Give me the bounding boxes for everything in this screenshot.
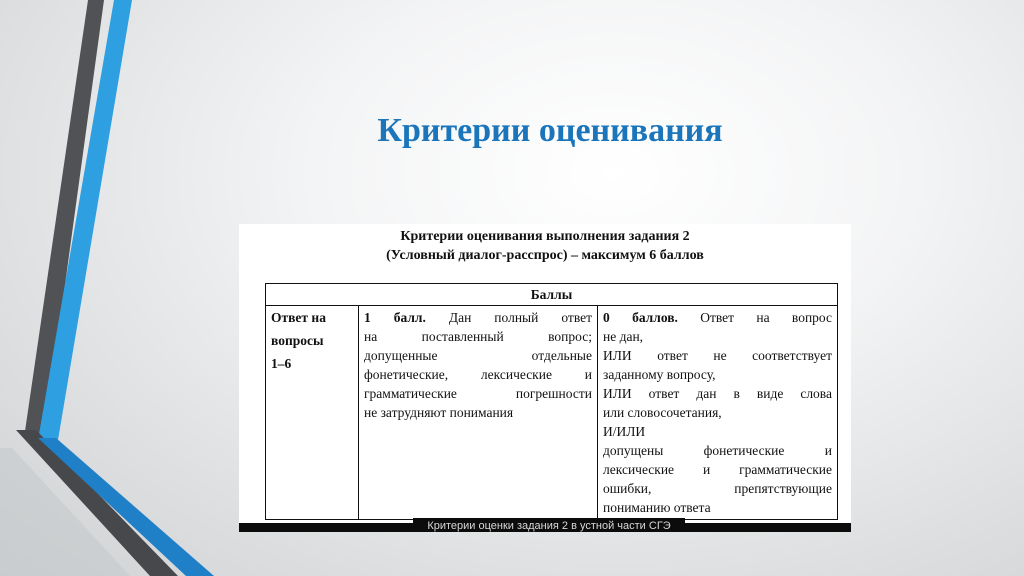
row-label-line: вопросы bbox=[271, 333, 324, 348]
zero-points-line: ИЛИ ответ не соответствует bbox=[603, 348, 832, 363]
row-label-line: Ответ на bbox=[271, 310, 326, 325]
zero-points-text: Ответ на вопрос bbox=[700, 310, 832, 325]
zero-points-line: допущены фонетические и bbox=[603, 443, 832, 458]
zero-points-line: не дан, bbox=[603, 329, 644, 344]
row-label-cell bbox=[266, 306, 359, 520]
slide-title: Критерии оценивания bbox=[377, 112, 723, 149]
zero-points-line: ошибки, препятствующие bbox=[603, 481, 832, 496]
zero-points-line: или словосочетания, bbox=[603, 405, 722, 420]
table-row bbox=[266, 306, 838, 520]
zero-points-line: ИЛИ ответ дан в виде слова bbox=[603, 386, 832, 401]
document-heading-line1: Критерии оценивания выполнения задания 2 bbox=[400, 229, 690, 244]
document-caption: Критерии оценки задания 2 в устной части СГЭ bbox=[413, 518, 685, 532]
table-header-row bbox=[266, 284, 838, 306]
zero-points-line: лексические и грамматические bbox=[603, 462, 832, 477]
document-heading-line2: (Условный диалог-расспрос) – максимум 6 баллов bbox=[386, 248, 704, 263]
criteria-document bbox=[239, 224, 851, 532]
zero-points-line: заданному вопросу, bbox=[603, 367, 716, 382]
decorative-stripes bbox=[0, 0, 240, 576]
points-header: Баллы bbox=[266, 284, 838, 306]
zero-points-line bbox=[603, 308, 832, 327]
one-point-text: Дан полный ответ bbox=[448, 310, 593, 325]
one-point-bold: 1 балл. bbox=[364, 310, 426, 325]
document-heading bbox=[239, 227, 851, 265]
criteria-table bbox=[265, 283, 838, 520]
zero-points-cell bbox=[598, 306, 838, 520]
zero-points-line: И/ИЛИ bbox=[603, 424, 646, 439]
zero-points-bold: 0 баллов. bbox=[603, 310, 678, 325]
one-point-line: на поставленный вопрос; bbox=[364, 329, 592, 344]
one-point-line: допущенные отдельные bbox=[364, 348, 592, 363]
one-point-line: грамматические погрешности bbox=[364, 386, 592, 401]
row-label-line: 1–6 bbox=[271, 356, 292, 371]
one-point-line: фонетические, лексические и bbox=[364, 367, 592, 382]
one-point-line bbox=[364, 308, 592, 327]
one-point-cell bbox=[359, 306, 598, 520]
one-point-line: не затрудняют понимания bbox=[364, 405, 514, 420]
zero-points-line: пониманию ответа bbox=[603, 500, 711, 515]
